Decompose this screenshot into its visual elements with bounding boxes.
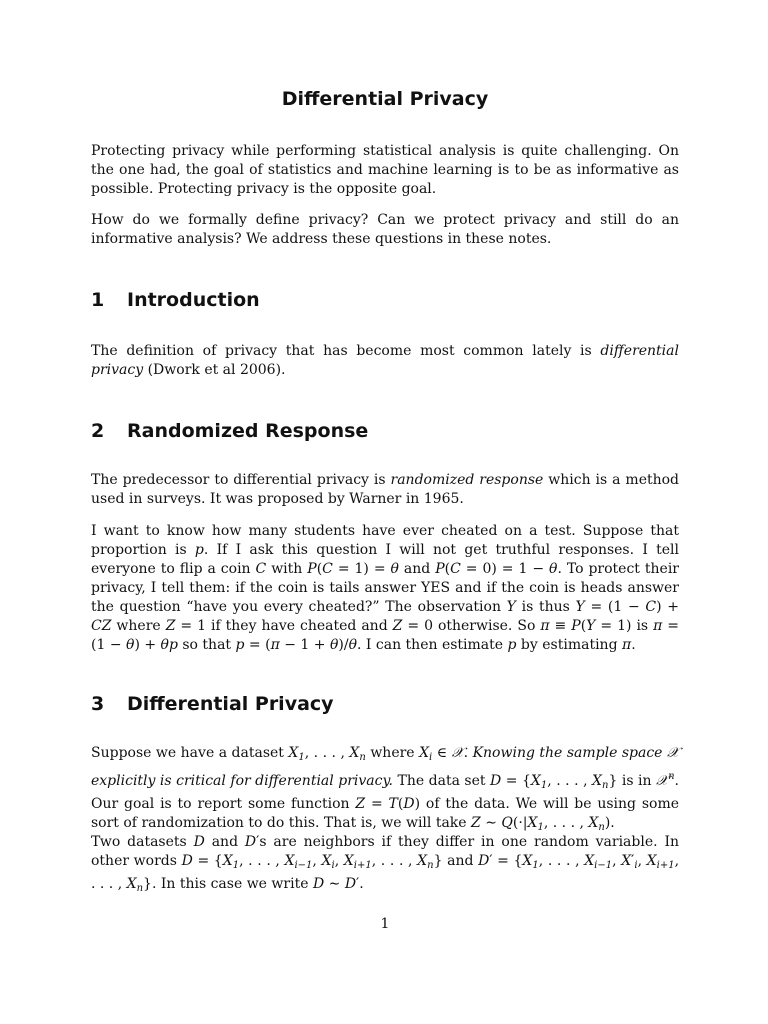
section-number: 3	[91, 693, 105, 715]
differential-privacy-paragraph-2: Two datasets D and D′s are neighbors if they differ in one random variable. In other words $D = \{X_1$, . . . , $X_{i-1}$, $X_i$, $X_{i+1}$, . . . , $X_n$} and $D' = \{X_1$, . . . , $X_{i-1}$, $X'_i$, $X_{i+1}$, . . . , $X_n$}. In this case we write D ∼ D′.	[91, 834, 680, 894]
page-number: 1	[380, 916, 390, 932]
document-title: Differential Privacy	[281, 88, 489, 110]
introduction-paragraph: The definition of privacy that has become most common lately is differential privacy (Dwork et al 2006).	[91, 343, 679, 378]
section-number: 2	[91, 420, 105, 442]
randomized-response-paragraph-1: The predecessor to differential privacy is randomized response which is a method used in surveys. It was proposed by Warner in 1965.	[91, 472, 680, 507]
section-title: Differential Privacy	[127, 693, 334, 715]
randomized-response-paragraph-2: I want to know how many students have ever cheated on a test. Suppose that proportion is p. If I ask this question I will not get truthful responses. I tell everyone to flip a coin C with P(C = 1) = θ and P(C = 0) = 1 − θ. To protect their privacy, I tell them: if the coin is tails answer YES and if the coin is heads answer the question “have you every cheated?” The observation Y is thus Y = (1 − C) + CZ where Z = 1 if they have cheated and Z = 0 otherwise. So π ≡ P(Y = 1) is π = (1 − θ) + θp so that p = (π − 1 + θ)/θ. I can then estimate p by estimating π.	[91, 523, 680, 653]
section-title: Introduction	[127, 289, 260, 311]
section-title: Randomized Response	[127, 420, 369, 442]
section-heading-introduction	[91, 289, 260, 311]
differential-privacy-paragraph-1: Suppose we have a dataset $X_1$, . . . , $X_n$ where $X_i$ ∈ 𝒳. Knowing the sample space 𝒳 explicitly is critical for differential privacy. The data set $D = \{X_1$, . . . , $X_n$} is in 𝒳$^n$. Our goal is to report some function Z = T(D) of the data. We will be using some sort of randomization to do this. That is, we will take Z ∼ $Q(\cdot|X_1$, . . . , $X_n$).	[91, 745, 679, 833]
section-heading-differential-privacy	[91, 693, 334, 715]
section-heading-randomized-response	[91, 420, 368, 442]
abstract-paragraph-1: Protecting privacy while performing statistical analysis is quite challenging. On the one had, the goal of statistics and machine learning is to be as informative as possible. Protecting privacy is the opposite goal.	[91, 143, 679, 197]
abstract-paragraph-2: How do we formally define privacy? Can we protect privacy and still do an informative analysis? We address these questions in these notes.	[91, 212, 679, 247]
section-number: 1	[91, 289, 105, 311]
